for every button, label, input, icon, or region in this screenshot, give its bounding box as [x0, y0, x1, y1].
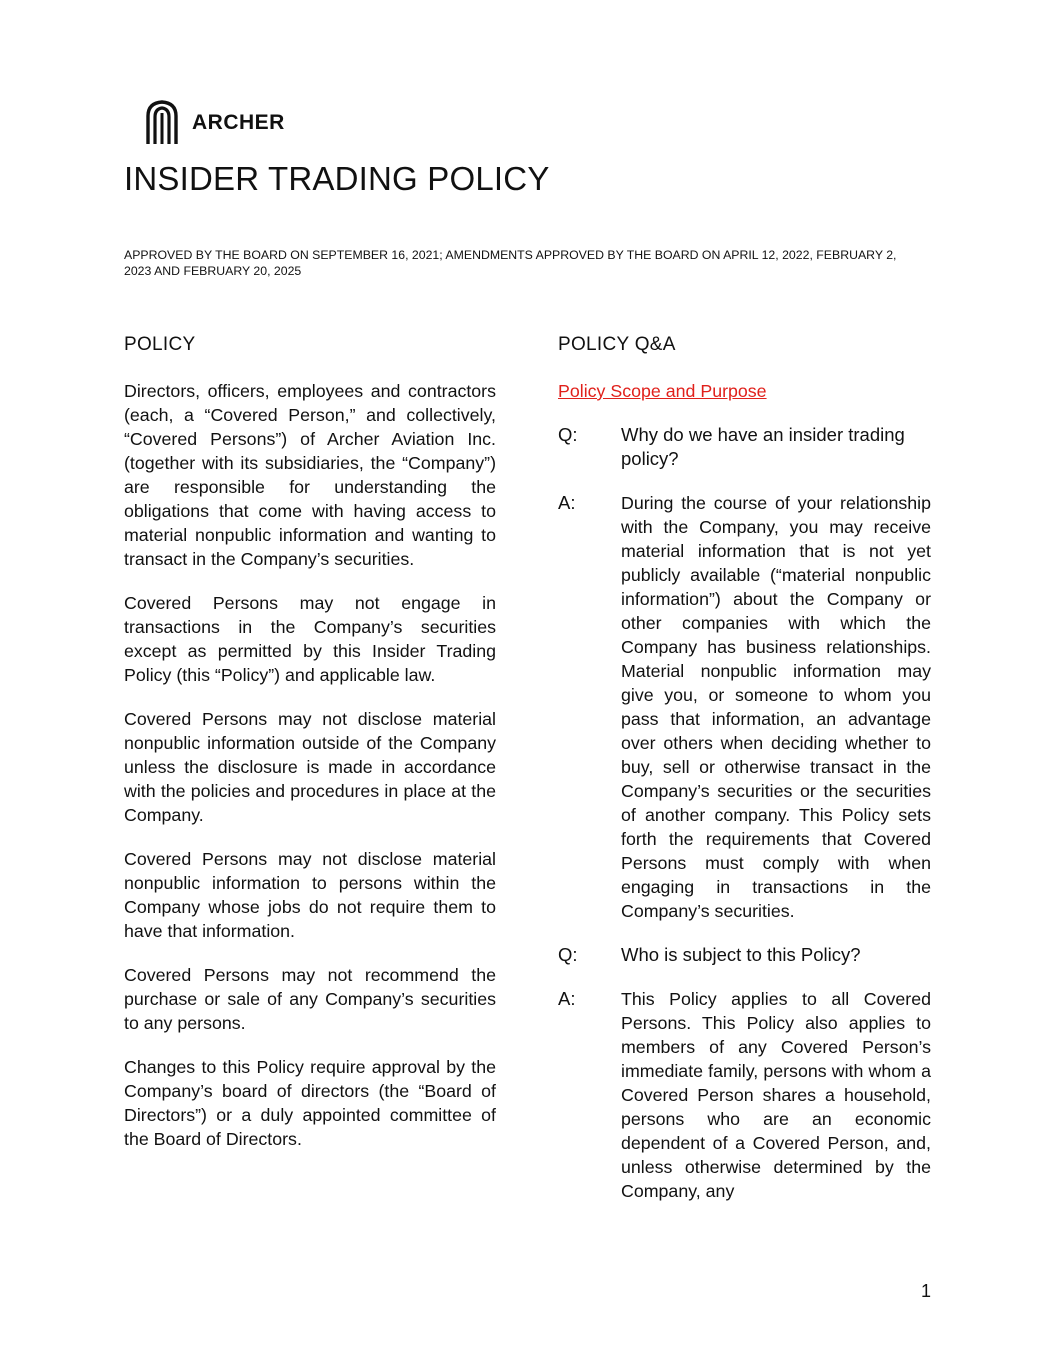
policy-qa-heading: POLICY Q&A [558, 334, 676, 355]
answer-text: This Policy applies to all Covered Persons. This Policy also applies to members of any Covered Person’s immediate family, persons with whom a Covered Person shares a household, persons who are an economic dependent of a Covered Person, and, unless otherwise determined by the Company, any [621, 989, 931, 1201]
document-title: INSIDER TRADING POLICY [124, 160, 550, 197]
approval-note: APPROVED BY THE BOARD ON SEPTEMBER 16, 2021; AMENDMENTS APPROVED BY THE BOARD ON APRIL 12, 2022, FEBRUARY 2, 2023 AND FEBRUARY 20, 2025 [124, 248, 897, 278]
page-number: 1 [920, 1281, 931, 1301]
policy-paragraph: Covered Persons may not engage in transactions in the Company’s securities except as permitted by this Insider Trading Policy (this “Policy”) and applicable law. [124, 593, 496, 685]
policy-column [124, 379, 496, 1171]
policy-paragraph: Directors, officers, employees and contractors (each, a “Covered Person,” and collectively, “Covered Persons”) of Archer Aviation Inc. (together with its subsidiaries, the “Company”) are responsible for understanding the obligations that come with having access to material nonpublic information and wanting to transact in the Company’s securities. [124, 381, 496, 569]
section-link-scope-purpose[interactable]: Policy Scope and Purpose [558, 381, 767, 401]
question-label: Q: [558, 944, 578, 965]
question-row [558, 943, 931, 967]
policy-paragraph: Changes to this Policy require approval by the Company’s board of directors (the “Board of Directors”) or a duly appointed committee of the Board of Directors. [124, 1057, 496, 1149]
question-text: Who is subject to this Policy? [621, 944, 861, 965]
qa-column [558, 379, 931, 1223]
answer-text: During the course of your relationship with the Company, you may receive material information that is not yet publicly available (“material nonpublic information”) about the Company or other companies with which the Company has business relationships. Material nonpublic information may give you, or someone to whom you pass that information, an advantage over others when deciding whether to buy, sell or otherwise transact in the Company’s securities or the securities of another company. This Policy sets forth the requirements that Covered Persons must comply with when engaging in transactions in the Company’s securities. [621, 493, 931, 921]
policy-paragraph: Covered Persons may not recommend the purchase or sale of any Company’s securities to any persons. [124, 965, 496, 1033]
answer-row [558, 491, 931, 923]
answer-label: A: [558, 988, 576, 1009]
policy-paragraph: Covered Persons may not disclose material nonpublic information to persons within the Company whose jobs do not require them to have that information. [124, 849, 496, 941]
question-row [558, 423, 931, 471]
company-logo [144, 100, 285, 146]
answer-row [558, 987, 931, 1203]
company-name: ARCHER [192, 111, 285, 134]
policy-paragraph: Covered Persons may not disclose material nonpublic information outside of the Company unless the disclosure is made in accordance with the policies and procedures in place at the Company. [124, 709, 496, 825]
question-label: Q: [558, 424, 578, 445]
archer-logo-icon [144, 100, 180, 146]
policy-heading: POLICY [124, 334, 196, 355]
answer-label: A: [558, 492, 576, 513]
question-text: Why do we have an insider trading policy? [621, 424, 905, 469]
